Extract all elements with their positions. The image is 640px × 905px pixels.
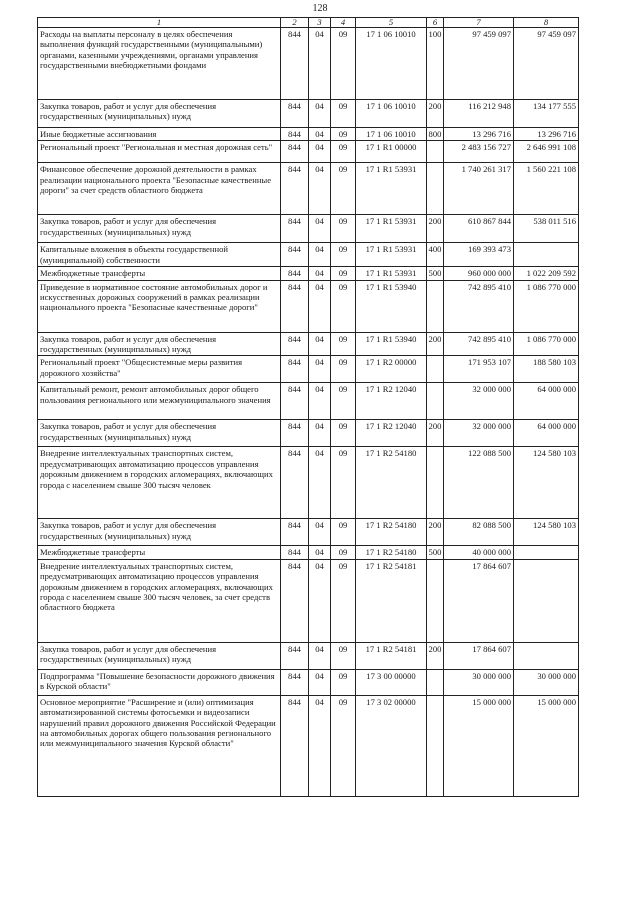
amount-year-1: 2 483 156 727 bbox=[444, 141, 514, 163]
amount-year-1: 122 088 500 bbox=[444, 447, 514, 519]
ved-code: 844 bbox=[281, 128, 309, 141]
amount-year-2: 188 580 103 bbox=[514, 356, 579, 383]
amount-year-1: 97 459 097 bbox=[444, 28, 514, 100]
ved-code: 844 bbox=[281, 267, 309, 280]
target-article-code: 17 1 R1 53940 bbox=[356, 332, 427, 356]
column-number: 6 bbox=[427, 18, 444, 28]
row-name: Закупка товаров, работ и услуг для обеспечения государственных (муниципальных) нужд bbox=[38, 215, 281, 243]
section-code: 04 bbox=[309, 519, 331, 546]
ved-code: 844 bbox=[281, 141, 309, 163]
subsection-code: 09 bbox=[331, 141, 356, 163]
column-number-row bbox=[38, 18, 579, 28]
section-code: 04 bbox=[309, 356, 331, 383]
ved-code: 844 bbox=[281, 332, 309, 356]
amount-year-1: 960 000 000 bbox=[444, 267, 514, 280]
ved-code: 844 bbox=[281, 383, 309, 420]
amount-year-2 bbox=[514, 243, 579, 267]
section-code: 04 bbox=[309, 243, 331, 267]
amount-year-2: 13 296 716 bbox=[514, 128, 579, 141]
section-code: 04 bbox=[309, 267, 331, 280]
expense-type-code: 200 bbox=[427, 100, 444, 128]
row-name: Капитальный ремонт, ремонт автомобильных дорог общего пользования регионального или межмуниципального значения bbox=[38, 383, 281, 420]
row-name: Приведение в нормативное состояние автомобильных дорог и искусственных дорожных сооружений в рамках реализации национального проекта "Безопасные качественные дороги" bbox=[38, 280, 281, 332]
subsection-code: 09 bbox=[331, 243, 356, 267]
target-article-code: 17 1 R1 53931 bbox=[356, 163, 427, 215]
expense-type-code bbox=[427, 141, 444, 163]
table-row bbox=[38, 669, 579, 695]
table-body bbox=[38, 28, 579, 797]
amount-year-2: 134 177 555 bbox=[514, 100, 579, 128]
table-row bbox=[38, 695, 579, 796]
amount-year-2 bbox=[514, 546, 579, 559]
table-row bbox=[38, 163, 579, 215]
row-name: Основное мероприятие "Расширение и (или) оптимизация автоматизированной системы фотосъемки и видеозаписи нарушений правил дорожного движения Российской Федерации на автомобильных дорогах общего пользования регионального или межмуниципального значения Курской области" bbox=[38, 695, 281, 796]
amount-year-1: 32 000 000 bbox=[444, 383, 514, 420]
section-code: 04 bbox=[309, 28, 331, 100]
expense-type-code: 200 bbox=[427, 519, 444, 546]
column-number: 5 bbox=[356, 18, 427, 28]
subsection-code: 09 bbox=[331, 559, 356, 642]
expense-type-code bbox=[427, 163, 444, 215]
amount-year-2 bbox=[514, 642, 579, 669]
subsection-code: 09 bbox=[331, 356, 356, 383]
target-article-code: 17 1 R1 53931 bbox=[356, 267, 427, 280]
amount-year-2: 15 000 000 bbox=[514, 695, 579, 796]
section-code: 04 bbox=[309, 695, 331, 796]
subsection-code: 09 bbox=[331, 28, 356, 100]
amount-year-1: 17 864 607 bbox=[444, 642, 514, 669]
column-number: 2 bbox=[281, 18, 309, 28]
table-row bbox=[38, 280, 579, 332]
subsection-code: 09 bbox=[331, 695, 356, 796]
table-row bbox=[38, 383, 579, 420]
amount-year-2: 30 000 000 bbox=[514, 669, 579, 695]
amount-year-2: 97 459 097 bbox=[514, 28, 579, 100]
amount-year-1: 169 393 473 bbox=[444, 243, 514, 267]
amount-year-2: 124 580 103 bbox=[514, 447, 579, 519]
table-row bbox=[38, 356, 579, 383]
expense-type-code bbox=[427, 447, 444, 519]
ved-code: 844 bbox=[281, 519, 309, 546]
row-name: Региональный проект "Региональная и местная дорожная сеть" bbox=[38, 141, 281, 163]
subsection-code: 09 bbox=[331, 669, 356, 695]
ved-code: 844 bbox=[281, 669, 309, 695]
table-row bbox=[38, 420, 579, 447]
table-row bbox=[38, 100, 579, 128]
section-code: 04 bbox=[309, 332, 331, 356]
subsection-code: 09 bbox=[331, 100, 356, 128]
amount-year-2: 124 580 103 bbox=[514, 519, 579, 546]
column-number: 8 bbox=[514, 18, 579, 28]
subsection-code: 09 bbox=[331, 215, 356, 243]
section-code: 04 bbox=[309, 447, 331, 519]
ved-code: 844 bbox=[281, 642, 309, 669]
subsection-code: 09 bbox=[331, 546, 356, 559]
amount-year-2: 1 560 221 108 bbox=[514, 163, 579, 215]
section-code: 04 bbox=[309, 559, 331, 642]
row-name: Закупка товаров, работ и услуг для обеспечения государственных (муниципальных) нужд bbox=[38, 100, 281, 128]
target-article-code: 17 3 02 00000 bbox=[356, 695, 427, 796]
page-number: 128 bbox=[312, 3, 328, 14]
amount-year-2: 2 646 991 108 bbox=[514, 141, 579, 163]
expense-type-code: 200 bbox=[427, 420, 444, 447]
ved-code: 844 bbox=[281, 215, 309, 243]
row-name: Межбюджетные трансферты bbox=[38, 546, 281, 559]
row-name: Внедрение интеллектуальных транспортных систем, предусматривающих автоматизацию процессов управления дорожным движением в городских агломерациях, включающих города с населением свыше 300 тысяч человек bbox=[38, 447, 281, 519]
target-article-code: 17 1 R2 54180 bbox=[356, 546, 427, 559]
section-code: 04 bbox=[309, 669, 331, 695]
ved-code: 844 bbox=[281, 100, 309, 128]
amount-year-2: 64 000 000 bbox=[514, 420, 579, 447]
table-row bbox=[38, 546, 579, 559]
target-article-code: 17 1 R2 12040 bbox=[356, 383, 427, 420]
expense-type-code: 800 bbox=[427, 128, 444, 141]
expense-type-code bbox=[427, 669, 444, 695]
target-article-code: 17 1 R1 00000 bbox=[356, 141, 427, 163]
target-article-code: 17 1 06 10010 bbox=[356, 128, 427, 141]
section-code: 04 bbox=[309, 100, 331, 128]
budget-table bbox=[37, 17, 579, 797]
ved-code: 844 bbox=[281, 546, 309, 559]
target-article-code: 17 3 00 00000 bbox=[356, 669, 427, 695]
section-code: 04 bbox=[309, 383, 331, 420]
section-code: 04 bbox=[309, 280, 331, 332]
table-row bbox=[38, 267, 579, 280]
target-article-code: 17 1 R2 12040 bbox=[356, 420, 427, 447]
amount-year-1: 116 212 948 bbox=[444, 100, 514, 128]
expense-type-code: 100 bbox=[427, 28, 444, 100]
expense-type-code bbox=[427, 559, 444, 642]
amount-year-1: 610 867 844 bbox=[444, 215, 514, 243]
table-row bbox=[38, 128, 579, 141]
amount-year-1: 742 895 410 bbox=[444, 332, 514, 356]
table-row bbox=[38, 519, 579, 546]
subsection-code: 09 bbox=[331, 447, 356, 519]
section-code: 04 bbox=[309, 642, 331, 669]
row-name: Закупка товаров, работ и услуг для обеспечения государственных (муниципальных) нужд bbox=[38, 642, 281, 669]
target-article-code: 17 1 R2 54180 bbox=[356, 447, 427, 519]
column-number: 3 bbox=[309, 18, 331, 28]
target-article-code: 17 1 06 10010 bbox=[356, 100, 427, 128]
target-article-code: 17 1 R1 53931 bbox=[356, 243, 427, 267]
row-name: Закупка товаров, работ и услуг для обеспечения государственных (муниципальных) нужд bbox=[38, 420, 281, 447]
expense-type-code bbox=[427, 280, 444, 332]
amount-year-1: 15 000 000 bbox=[444, 695, 514, 796]
row-name: Региональный проект "Общесистемные меры развития дорожного хозяйства" bbox=[38, 356, 281, 383]
amount-year-1: 171 953 107 bbox=[444, 356, 514, 383]
subsection-code: 09 bbox=[331, 332, 356, 356]
table-row bbox=[38, 642, 579, 669]
expense-type-code bbox=[427, 695, 444, 796]
column-number: 4 bbox=[331, 18, 356, 28]
row-name: Межбюджетные трансферты bbox=[38, 267, 281, 280]
row-name: Капитальные вложения в объекты государственной (муниципальной) собственности bbox=[38, 243, 281, 267]
target-article-code: 17 1 R2 00000 bbox=[356, 356, 427, 383]
section-code: 04 bbox=[309, 128, 331, 141]
budget-table-container bbox=[37, 17, 579, 797]
ved-code: 844 bbox=[281, 280, 309, 332]
row-name: Расходы на выплаты персоналу в целях обеспечения выполнения функций государственными (муниципальными) органами, казенными учреждениями, органами управления государственными внебюджетными фондами bbox=[38, 28, 281, 100]
amount-year-2: 1 086 770 000 bbox=[514, 280, 579, 332]
expense-type-code: 200 bbox=[427, 215, 444, 243]
amount-year-2: 64 000 000 bbox=[514, 383, 579, 420]
target-article-code: 17 1 R2 54181 bbox=[356, 559, 427, 642]
row-name: Подпрограмма "Повышение безопасности дорожного движения в Курской области" bbox=[38, 669, 281, 695]
subsection-code: 09 bbox=[331, 280, 356, 332]
subsection-code: 09 bbox=[331, 642, 356, 669]
ved-code: 844 bbox=[281, 420, 309, 447]
row-name: Иные бюджетные ассигнования bbox=[38, 128, 281, 141]
amount-year-1: 30 000 000 bbox=[444, 669, 514, 695]
section-code: 04 bbox=[309, 215, 331, 243]
table-row bbox=[38, 559, 579, 642]
ved-code: 844 bbox=[281, 356, 309, 383]
section-code: 04 bbox=[309, 420, 331, 447]
amount-year-1: 82 088 500 bbox=[444, 519, 514, 546]
amount-year-2: 538 011 516 bbox=[514, 215, 579, 243]
row-name: Закупка товаров, работ и услуг для обеспечения государственных (муниципальных) нужд bbox=[38, 519, 281, 546]
table-row bbox=[38, 141, 579, 163]
target-article-code: 17 1 R2 54181 bbox=[356, 642, 427, 669]
amount-year-1: 32 000 000 bbox=[444, 420, 514, 447]
table-row bbox=[38, 28, 579, 100]
ved-code: 844 bbox=[281, 163, 309, 215]
section-code: 04 bbox=[309, 546, 331, 559]
expense-type-code: 500 bbox=[427, 546, 444, 559]
table-row bbox=[38, 243, 579, 267]
ved-code: 844 bbox=[281, 243, 309, 267]
ved-code: 844 bbox=[281, 28, 309, 100]
section-code: 04 bbox=[309, 141, 331, 163]
subsection-code: 09 bbox=[331, 383, 356, 420]
expense-type-code bbox=[427, 383, 444, 420]
expense-type-code: 200 bbox=[427, 332, 444, 356]
table-row bbox=[38, 447, 579, 519]
expense-type-code: 500 bbox=[427, 267, 444, 280]
amount-year-2: 1 022 209 592 bbox=[514, 267, 579, 280]
row-name: Финансовое обеспечение дорожной деятельности в рамках реализации национального проекта "Безопасные качественные дороги" за счет средств областного бюджета bbox=[38, 163, 281, 215]
expense-type-code: 400 bbox=[427, 243, 444, 267]
amount-year-1: 13 296 716 bbox=[444, 128, 514, 141]
amount-year-1: 40 000 000 bbox=[444, 546, 514, 559]
ved-code: 844 bbox=[281, 695, 309, 796]
amount-year-1: 1 740 261 317 bbox=[444, 163, 514, 215]
subsection-code: 09 bbox=[331, 519, 356, 546]
subsection-code: 09 bbox=[331, 163, 356, 215]
target-article-code: 17 1 R2 54180 bbox=[356, 519, 427, 546]
column-number: 1 bbox=[38, 18, 281, 28]
amount-year-2: 1 086 770 000 bbox=[514, 332, 579, 356]
target-article-code: 17 1 R1 53940 bbox=[356, 280, 427, 332]
table-row bbox=[38, 332, 579, 356]
row-name: Закупка товаров, работ и услуг для обеспечения государственных (муниципальных) нужд bbox=[38, 332, 281, 356]
table-row bbox=[38, 215, 579, 243]
target-article-code: 17 1 06 10010 bbox=[356, 28, 427, 100]
ved-code: 844 bbox=[281, 559, 309, 642]
ved-code: 844 bbox=[281, 447, 309, 519]
row-name: Внедрение интеллектуальных транспортных систем, предусматривающих автоматизацию процессов управления дорожным движением в городских агломерациях, включающих города с населением свыше 300 тысяч человек, за счет средств областного бюджета bbox=[38, 559, 281, 642]
expense-type-code bbox=[427, 356, 444, 383]
section-code: 04 bbox=[309, 163, 331, 215]
amount-year-1: 17 864 607 bbox=[444, 559, 514, 642]
subsection-code: 09 bbox=[331, 128, 356, 141]
amount-year-1: 742 895 410 bbox=[444, 280, 514, 332]
column-number: 7 bbox=[444, 18, 514, 28]
subsection-code: 09 bbox=[331, 267, 356, 280]
amount-year-2 bbox=[514, 559, 579, 642]
subsection-code: 09 bbox=[331, 420, 356, 447]
target-article-code: 17 1 R1 53931 bbox=[356, 215, 427, 243]
expense-type-code: 200 bbox=[427, 642, 444, 669]
